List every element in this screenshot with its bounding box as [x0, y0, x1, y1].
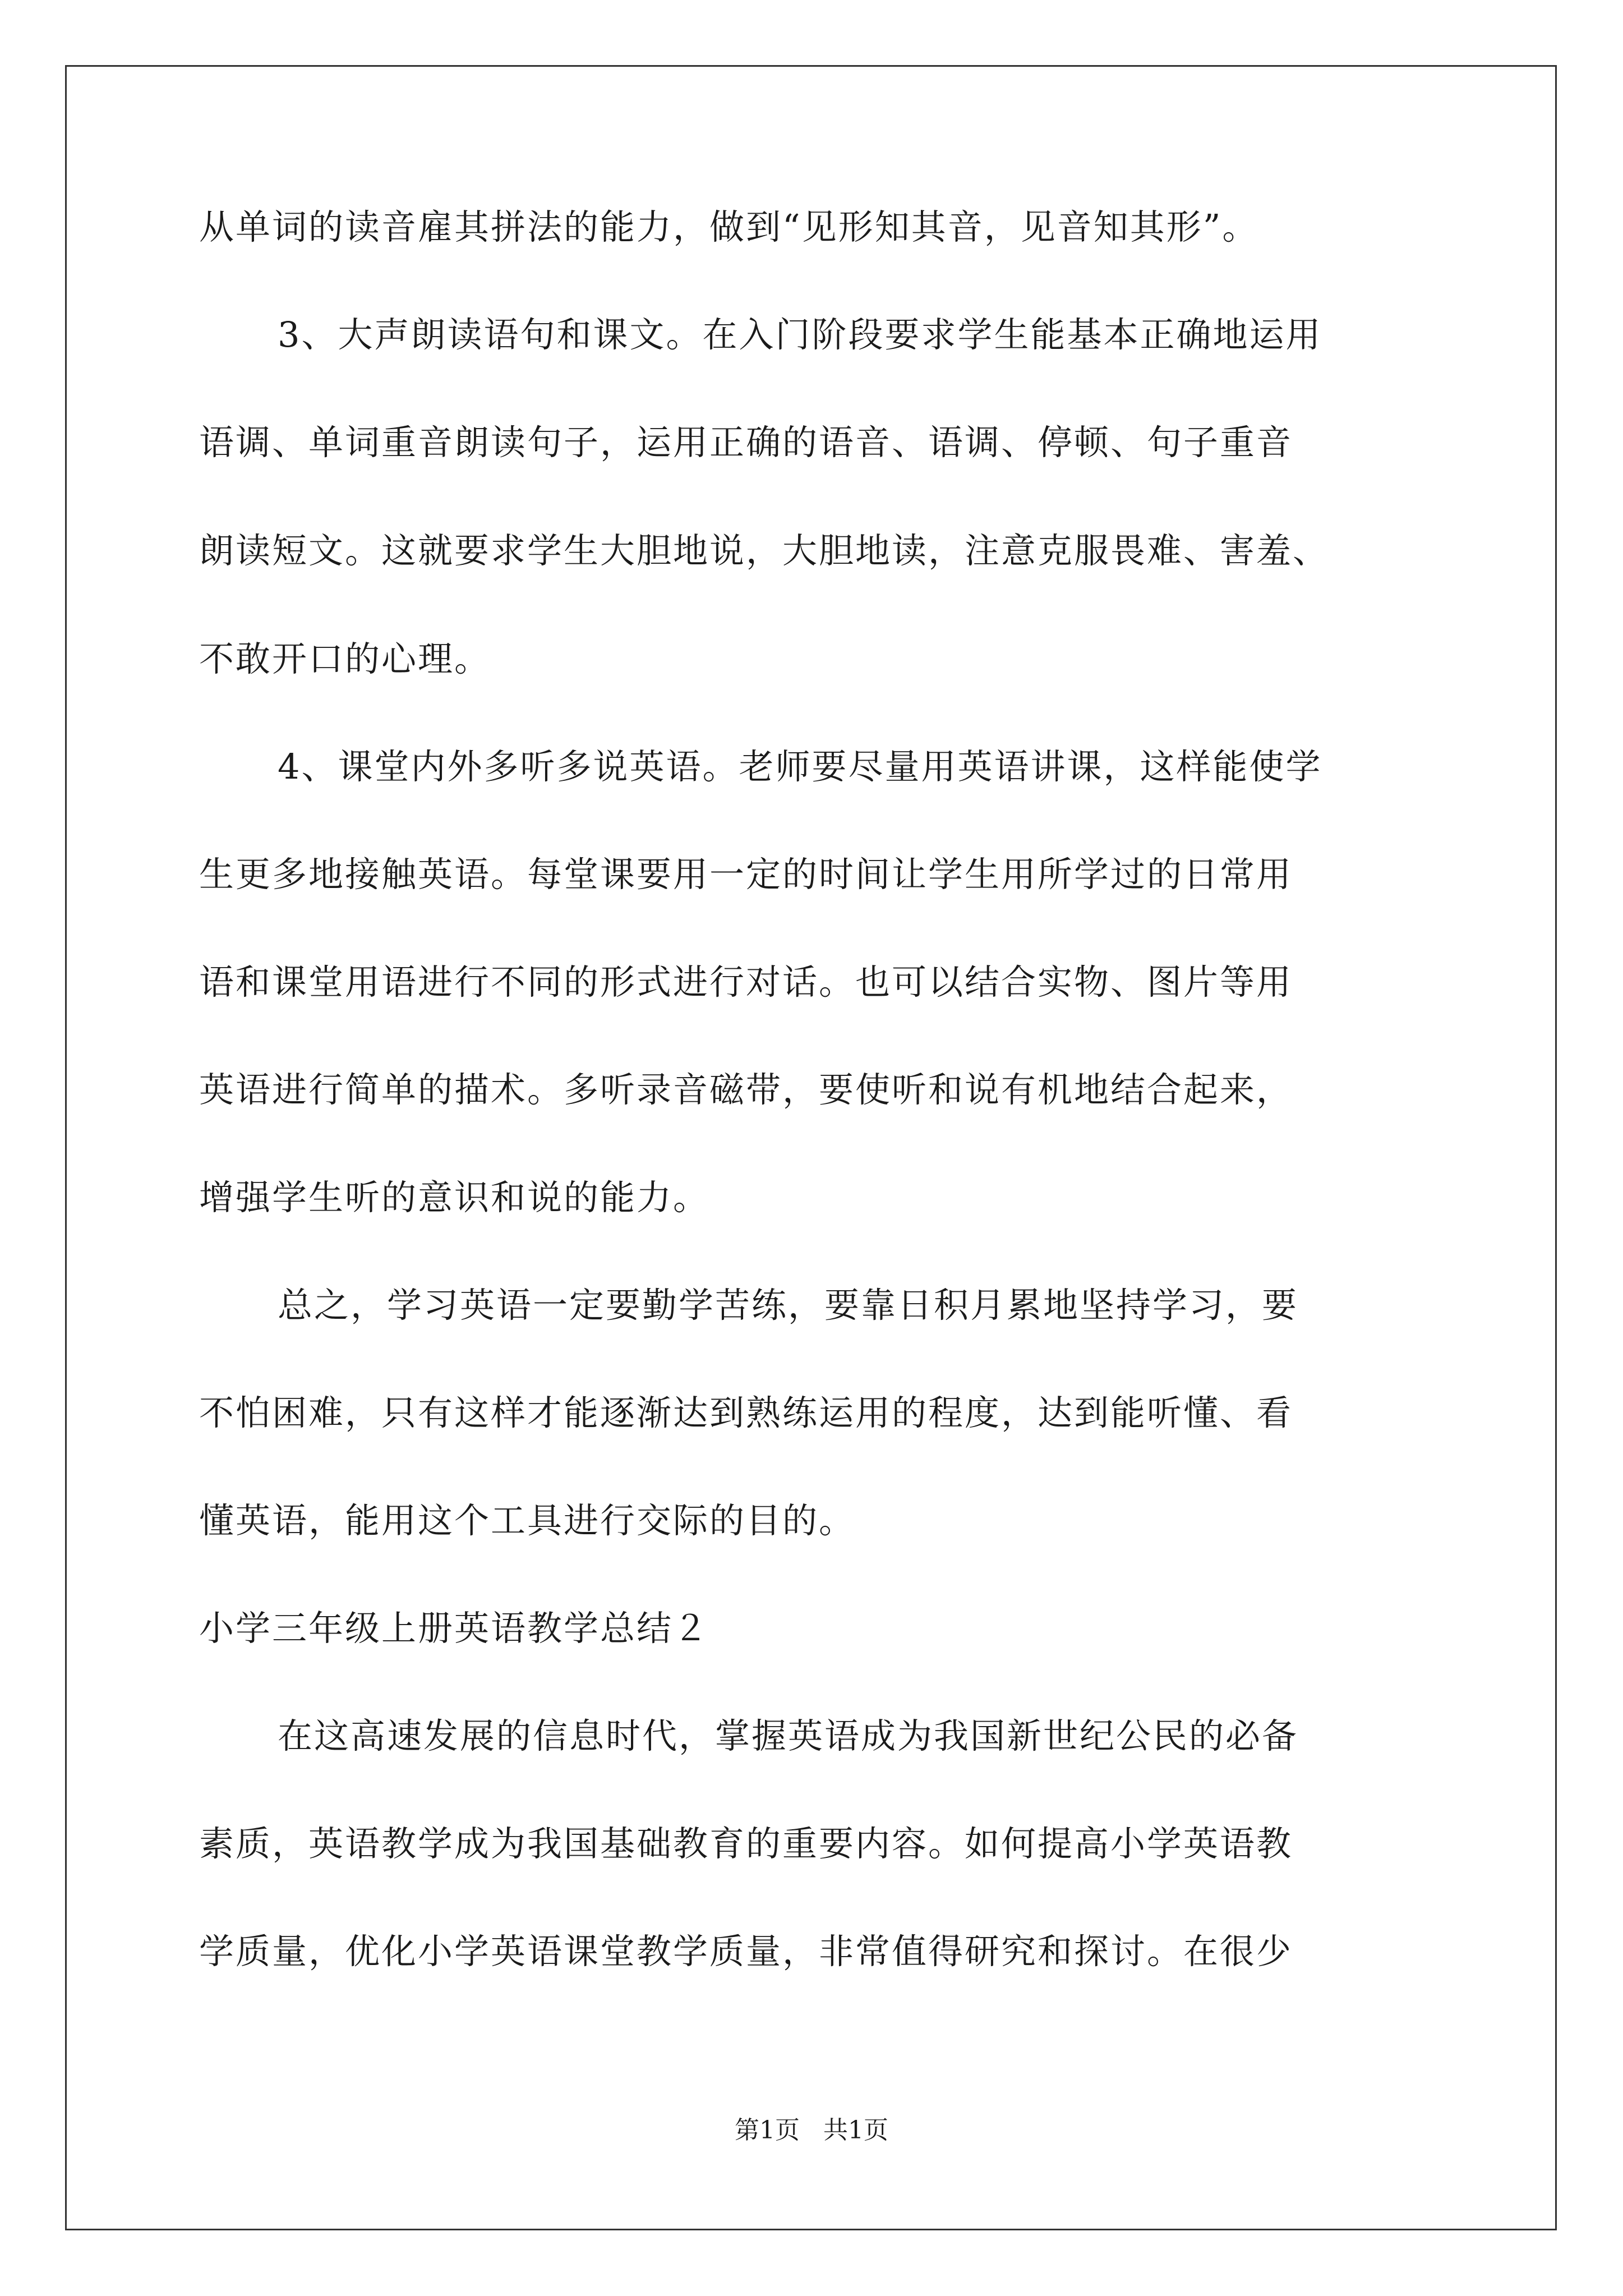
text-line-13: 懂英语，能用这个工具进行交际的目的。 — [199, 1500, 856, 1541]
section-heading: 小学三年级上册英语教学总结２ — [199, 1608, 710, 1649]
text-line-17: 学质量，优化小学英语课堂教学质量，非常值得研究和探讨。在很少 — [199, 1931, 1293, 1972]
page-total: 共1页 — [823, 2116, 888, 2145]
page-footer — [0, 2115, 1623, 2146]
text-line-2: 3、大声朗读语句和课文。在入门阶段要求学生能基本正确地运用 — [278, 314, 1322, 355]
text-line-6: 4、课堂内外多听多说英语。老师要尽量用英语讲课，这样能使学 — [278, 746, 1322, 787]
text-line-15: 在这高速发展的信息时代，掌握英语成为我国新世纪公民的必备 — [278, 1715, 1299, 1756]
text-line-9: 英语进行简单的描术。多听录音磁带，要使听和说有机地结合起来， — [199, 1069, 1293, 1110]
text-line-4: 朗读短文。这就要求学生大胆地说，大胆地读，注意克服畏难、害羞、 — [199, 530, 1330, 571]
text-line-16: 素质，英语教学成为我国基础教育的重要内容。如何提高小学英语教 — [199, 1823, 1293, 1864]
text-line-1: 从单词的读音雇其拼法的能力，做到“见形知其音，见音知其形”。 — [199, 206, 1259, 247]
text-line-5: 不敢开口的心理。 — [199, 638, 491, 679]
page-number: 第1页 — [735, 2116, 800, 2145]
text-line-3: 语调、单词重音朗读句子，运用正确的语音、语调、停顿、句子重音 — [199, 422, 1293, 463]
text-line-11: 总之，学习英语一定要勤学苦练，要靠日积月累地坚持学习，要 — [278, 1285, 1299, 1326]
text-line-8: 语和课堂用语进行不同的形式进行对话。也可以结合实物、图片等用 — [199, 961, 1293, 1002]
text-line-10: 增强学生听的意识和说的能力。 — [199, 1177, 710, 1218]
text-line-7: 生更多地接触英语。每堂课要用一定的时间让学生用所学过的日常用 — [199, 854, 1293, 895]
page-border — [65, 65, 1557, 2230]
text-line-12: 不怕困难，只有这样才能逐渐达到熟练运用的程度，达到能听懂、看 — [199, 1392, 1293, 1433]
